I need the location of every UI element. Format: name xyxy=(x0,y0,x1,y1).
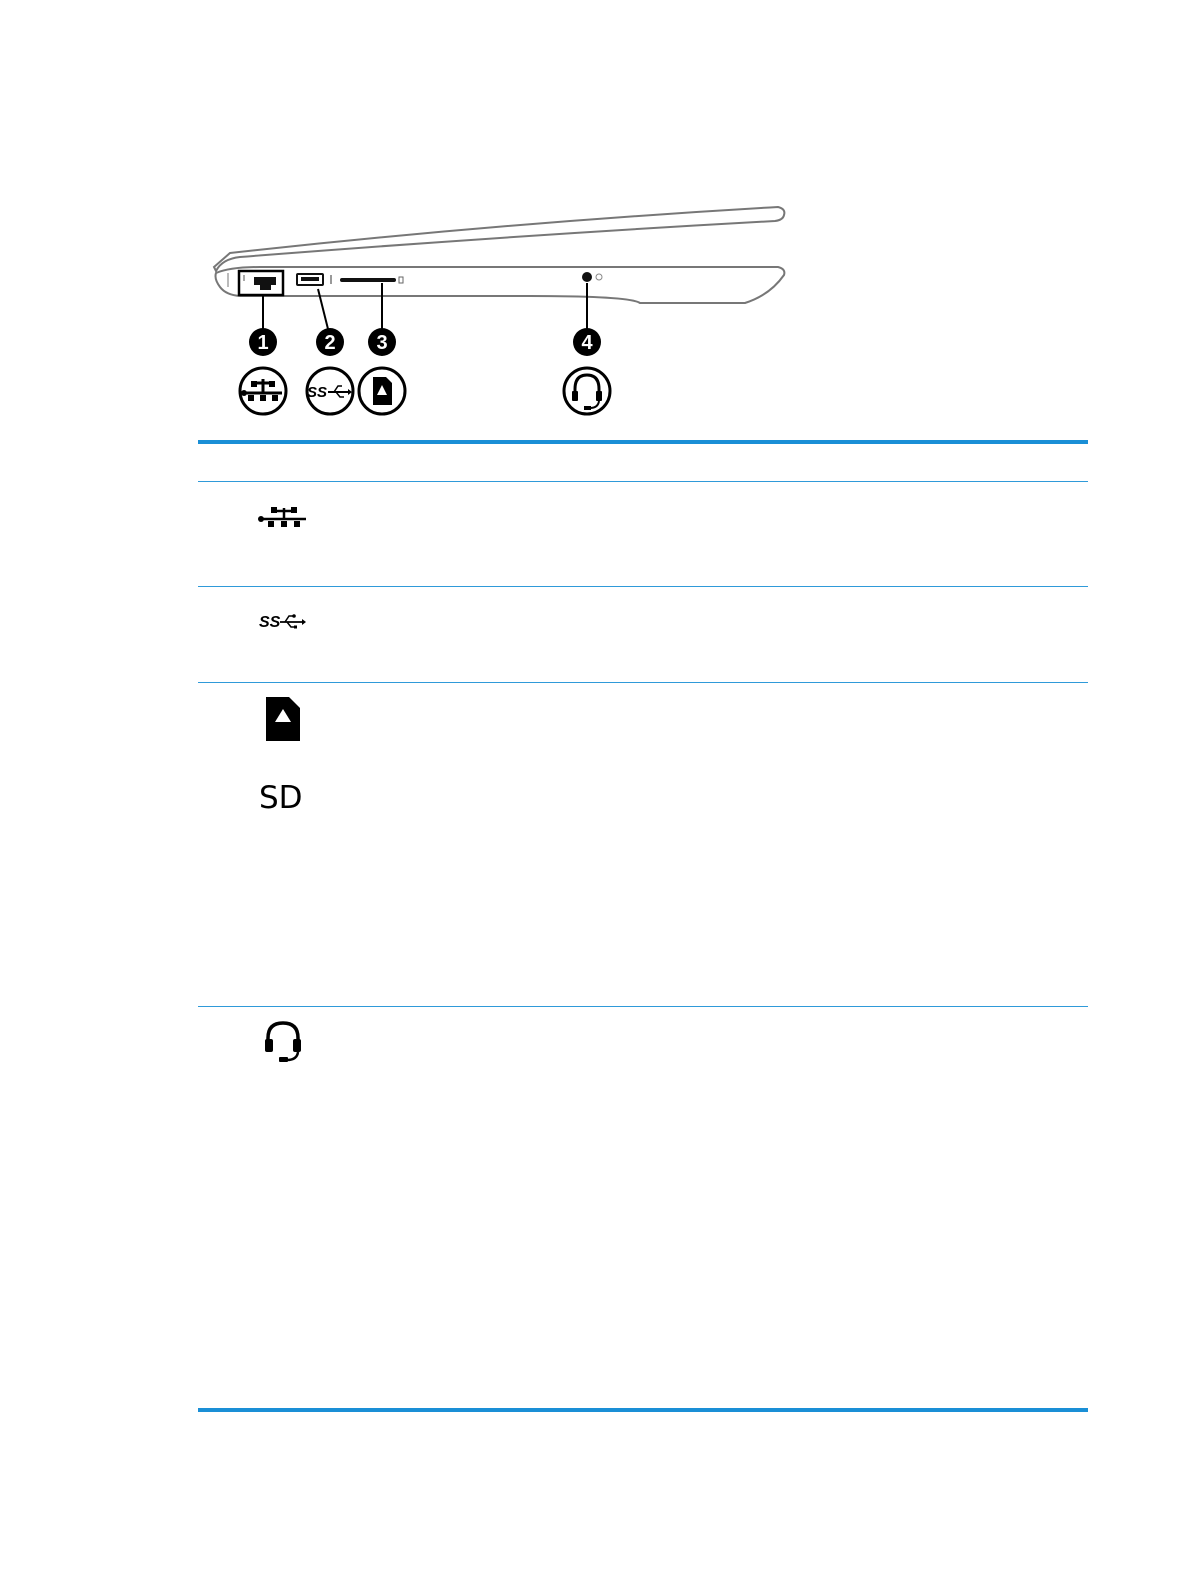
table-row-divider xyxy=(198,586,1088,587)
svg-text:SS: SS xyxy=(306,384,328,401)
ethernet-icon xyxy=(256,505,308,531)
usb-superspeed-icon xyxy=(307,368,353,414)
memory-card-icon xyxy=(263,696,303,742)
memory-card-slot xyxy=(340,278,396,282)
callout-3-number: 3 xyxy=(376,332,388,354)
memory-card-icon xyxy=(359,368,405,414)
ethernet-port xyxy=(254,277,276,290)
svg-text:SS: SS xyxy=(259,614,281,631)
table-row-divider xyxy=(198,682,1088,683)
callout-2-number: 2 xyxy=(324,332,336,354)
ethernet-icon xyxy=(240,368,286,414)
table-header-rule xyxy=(198,481,1088,482)
laptop-lid xyxy=(214,207,784,271)
usb-superspeed-icon xyxy=(256,610,308,634)
callout-1 xyxy=(249,328,277,356)
callout-4 xyxy=(573,328,601,356)
headset-icon xyxy=(564,368,610,414)
callout-3 xyxy=(368,328,396,356)
table-bottom-rule xyxy=(198,1408,1088,1412)
table-row-divider xyxy=(198,1006,1088,1007)
table-top-rule xyxy=(198,440,1088,444)
callout-2 xyxy=(316,328,344,356)
headset-icon xyxy=(263,1020,303,1064)
audio-jack xyxy=(582,272,592,282)
callout-1-number: 1 xyxy=(257,332,269,354)
callout-4-number: 4 xyxy=(581,332,593,354)
sd-logo-label: SD xyxy=(259,780,303,816)
laptop-left-side-illustration xyxy=(200,195,800,425)
